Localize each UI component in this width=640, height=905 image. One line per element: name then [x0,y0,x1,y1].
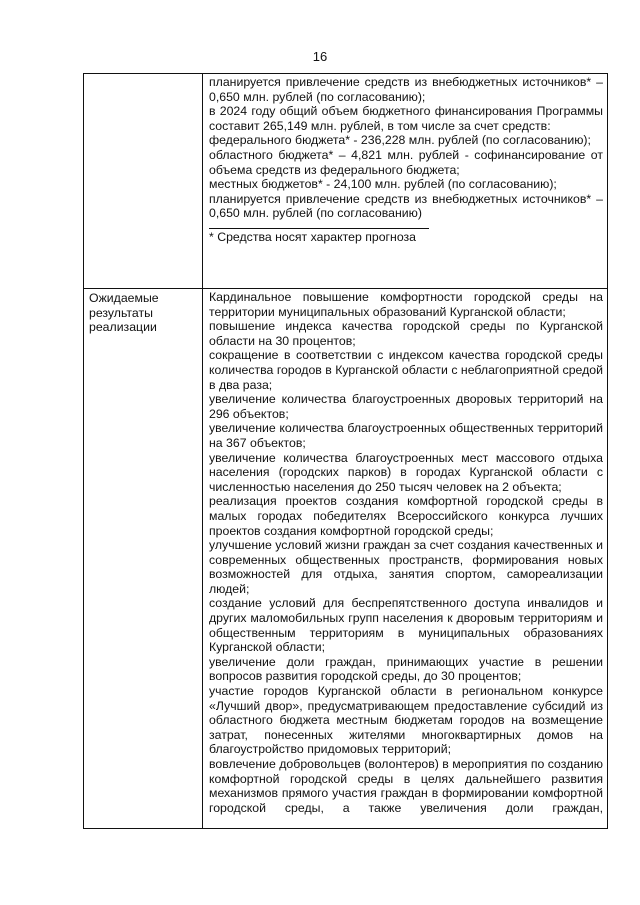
result-item: сокращение в соответствии с индексом качества городской среды количества городов в Курганской области с неблагоприятной средой в два раза; [209,348,603,392]
result-item: увеличение доли граждан, принимающих участие в решении вопросов развития городской среды, до 30 процентов; [209,654,603,684]
result-item: вовлечение добровольцев (волонтеров) в мероприятия по созданию комфортной городской среды в целях дальнейшего развития механизмов прямого участия граждан в формировании комфортной городской среды, а также увеличения доли граждан, [209,757,603,815]
financing-paragraph: федерального бюджета* - 236,228 млн. рублей (по согласованию); [209,133,591,148]
result-item: создание условий для беспрепятственного доступа инвалидов и других маломобильных групп населения к дворовым территориям и общественным территориям в муниципальных образованиях Курганской области; [209,596,603,655]
financing-paragraph: планируется привлечение средств из внебюджетных источников* – 0,650 млн. рублей (по согласованию); [209,75,603,104]
financing-paragraph: местных бюджетов* - 24,100 млн. рублей (по согласованию); [209,177,557,192]
results-label: Ожидаемые результаты реализации [84,289,203,829]
results-row [84,289,608,829]
passport-table [83,73,608,829]
results-text-cell [203,289,608,829]
result-item: улучшение условий жизни граждан за счет создания качественных и современных общественных пространств, формирования новых возможностей для отдыха, занятия спортом, самореализации людей; [209,538,603,596]
result-item: увеличение количества благоустроенных дворовых территорий на 296 объектов; [209,392,603,421]
result-item: Кардинальное повышение комфортности городской среды на территории муниципальных образований Курганской области; [209,290,603,319]
financing-paragraph: областного бюджета* – 4,821 млн. рублей - софинансирование от объема средств из федерального бюджета; [209,147,603,177]
result-item: увеличение количества благоустроенных общественных территорий на 367 объектов; [209,421,603,450]
financing-label-cell [84,74,203,289]
footnote-divider [209,228,429,229]
financing-row [84,74,608,289]
footnote: * Средства носят характер прогноза [209,229,417,244]
financing-text-cell [203,74,608,289]
result-item: повышение индекса качества городской среды по Курганской области на 30 процентов; [209,319,603,348]
financing-paragraph: в 2024 году общий объем бюджетного финансирования Программы составит 265,149 млн. рублей, в том числе за счет средств: [209,104,603,133]
result-item: увеличение количества благоустроенных мест массового отдыха населения (городских парков) в городах Курганской области с численностью населения до 250 тысяч человек на 2 объекта; [209,450,603,494]
page-number: 16 [312,49,328,64]
result-item: реализация проектов создания комфортной городской среды в малых городах победителях Всероссийского конкурса лучших проектов создания комфортной городской среды; [209,494,603,538]
result-item: участие городов Курганской области в региональном конкурсе «Лучший двор», предусматривающем предоставление субсидий из областного бюджета местным бюджетам городов на возмещение затрат, понесенных жителями многоквартирных домов на благоустройство придомовых территорий; [209,684,603,757]
financing-paragraph: планируется привлечение средств из внебюджетных источников* – 0,650 млн. рублей (по согласованию) [209,191,603,221]
